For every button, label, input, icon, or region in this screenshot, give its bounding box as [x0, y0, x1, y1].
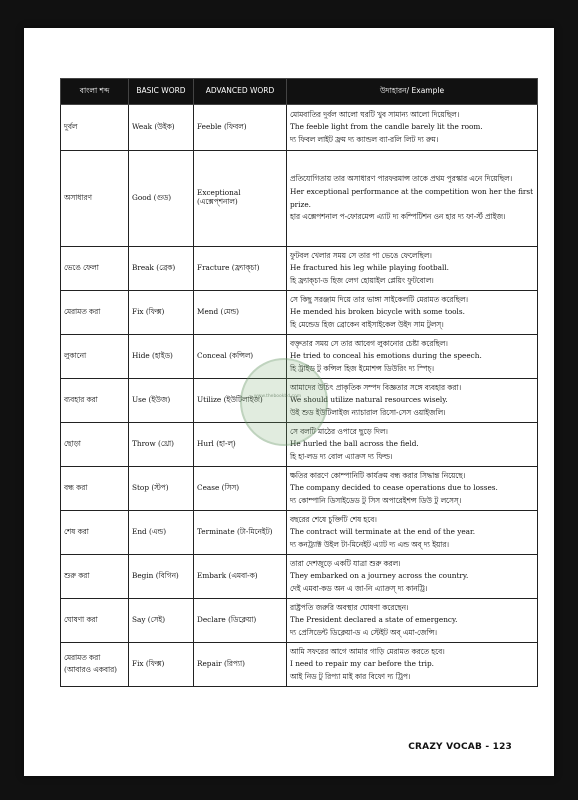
example-line: উই শুড ইউটিলাইজ ন্যাচারাল রিসো-সেস ওয়াইজলি।	[290, 407, 446, 417]
example-line: রাষ্ট্রপতি জরুরি অবস্থার ঘোষণা করেছেন।	[290, 602, 409, 612]
cell-basic: Fix (ফিক্স)	[129, 643, 194, 687]
cell-example	[287, 467, 538, 511]
example-line: The company decided to cease operations due to losses.	[290, 483, 498, 493]
example-line: আমি সফরের আগে আমার গাড়ি মেরামত করতে হবে।	[290, 646, 445, 656]
example-line: বক্তৃতার সময় সে তার আবেগ লুকানোর চেষ্টা করেছিল।	[290, 338, 448, 348]
example-line: সে কিছু সরঞ্জাম দিয়ে তার ভাঙ্গা সাইকেলটি মেরামত করেছিল।	[290, 294, 468, 304]
cell-example	[287, 511, 538, 555]
cell-bangla: ভেঙে ফেলা	[61, 247, 129, 291]
example-line: হি ট্রাইড টু কন্সিল হিজ ইমোশন্স ডিউরিং দ্য স্পিচ্।	[290, 363, 435, 373]
table-row	[61, 511, 538, 555]
cell-bangla: ব্যবহার করা	[61, 379, 129, 423]
example-line: He mended his broken bicycle with some tools.	[290, 307, 465, 317]
example-line: ক্ষতির কারণে কোম্পানিটি কার্যক্রম বন্ধ করার সিদ্ধান্ত নিয়েছে।	[290, 470, 466, 480]
cell-bangla: দুর্বল	[61, 105, 129, 151]
example-line: দ্য কনট্র্যাক্ট উইল টা-মিনেইট এ্যাট দ্য এন্ড অব্ দ্য ইয়ার।	[290, 539, 450, 549]
cell-example	[287, 335, 538, 379]
header-example: উদাহারন/ Example	[287, 79, 538, 105]
cell-bangla: শেষ করা	[61, 511, 129, 555]
example-line: সে বলটি মাঠের ওপারে ছুড়ে দিল।	[290, 426, 388, 436]
example-line: ফুটবল খেলার সময় সে তার পা ভেঙে ফেলেছিল।	[290, 250, 432, 260]
cell-example	[287, 643, 538, 687]
cell-advanced: Terminate (টা-মিনেইট)	[194, 511, 287, 555]
header-basic: BASIC WORD	[129, 79, 194, 105]
cell-example	[287, 105, 538, 151]
cell-basic: Throw (থ্রো)	[129, 423, 194, 467]
example-line: Her exceptional performance at the competition won her the first prize.	[290, 186, 534, 209]
cell-bangla: ছোড়া	[61, 423, 129, 467]
cell-advanced: Mend (মেন্ড)	[194, 291, 287, 335]
cell-basic: Stop (স্টপ)	[129, 467, 194, 511]
cell-advanced: Fracture (ফ্র্যাক্চা)	[194, 247, 287, 291]
cell-basic: Good (গুড)	[129, 151, 194, 247]
cell-example	[287, 599, 538, 643]
example-line: দেই এমবা-কড অন এ জা-নি এ্যাক্রস্ দ্য কানট্রি।	[290, 583, 428, 593]
example-line: We should utilize natural resources wisely.	[290, 395, 448, 405]
example-line: I need to repair my car before the trip.	[290, 659, 434, 669]
watermark-text: www.thebookbd.com	[254, 394, 302, 399]
header-row	[61, 79, 538, 105]
example-line: He fractured his leg while playing football.	[290, 263, 449, 273]
cell-example	[287, 151, 538, 247]
cell-basic: Use (ইউজ)	[129, 379, 194, 423]
cell-bangla: অসাধারণ	[61, 151, 129, 247]
example-line: The contract will terminate at the end of the year.	[290, 527, 476, 537]
example-line: হি হা-লড দ্য বোল এ্যাক্রস দ্য ফিল্ড।	[290, 451, 393, 461]
table-row	[61, 423, 538, 467]
cell-advanced: Embark (এমবা-ক)	[194, 555, 287, 599]
cell-bangla: শুরু করা	[61, 555, 129, 599]
table-row	[61, 105, 538, 151]
example-line: হি ফ্র্যাক্চা-ড হিজ লেগ হোয়াইল প্লেয়িং ফুটবোল।	[290, 275, 434, 285]
cell-basic: Hide (হাইড)	[129, 335, 194, 379]
page-footer: CRAZY VOCAB - 123	[408, 742, 512, 752]
table-row	[61, 555, 538, 599]
example-line: আমাদের উচিৎ প্রাকৃতিক সম্পদ বিজ্ঞতার সঙ্গে ব্যবহার করা।	[290, 382, 462, 392]
cell-advanced: Hurl (হা-ল্)	[194, 423, 287, 467]
cell-advanced: Repair (রিপ্যা)	[194, 643, 287, 687]
cell-basic: Begin (বিগিন)	[129, 555, 194, 599]
cell-basic: End (এন্ড)	[129, 511, 194, 555]
header-advanced: ADVANCED WORD	[194, 79, 287, 105]
example-line: The feeble light from the candle barely lit the room.	[290, 122, 483, 132]
cell-bangla: মেরামত করা (আবারও একবার)	[61, 643, 129, 687]
vocab-table	[60, 78, 538, 687]
cell-advanced: Utilize (ইউটিলাইজ)	[194, 379, 287, 423]
table-row	[61, 379, 538, 423]
cell-advanced: Feeble (ফিবল)	[194, 105, 287, 151]
cell-advanced: Exceptional (এক্সেপ্শনাল)	[194, 151, 287, 247]
example-line: He hurled the ball across the field.	[290, 439, 419, 449]
cell-example	[287, 379, 538, 423]
example-line: আই নিড টু রিপ্যা মাই কার বিফো দ্য ট্রিপ।	[290, 671, 411, 681]
example-line: হার এক্সেপশনাল প-ফোরমেন্স এ্যাট দ্য কম্পিটিশন ওন হার দ্য ফা-র্স্ট প্রাইজ।	[290, 212, 506, 222]
cell-example	[287, 555, 538, 599]
book-page	[24, 28, 554, 776]
example-line: মোমবাতির দুর্বল আলো ঘরটি খুব সামান্য আলো দিয়েছিল।	[290, 109, 460, 119]
table-row	[61, 599, 538, 643]
cell-basic: Say (সেই)	[129, 599, 194, 643]
cell-advanced: Cease (সিস)	[194, 467, 287, 511]
table-row	[61, 335, 538, 379]
cell-example	[287, 291, 538, 335]
table-row	[61, 467, 538, 511]
cell-advanced: Conceal (কন্সিল)	[194, 335, 287, 379]
example-line: He tried to conceal his emotions during the speech.	[290, 351, 482, 361]
example-line: দ্য ফিবল লাইট ফ্রম দ্য ক্যান্ডল ব্যা-রলি লিট দ্য রুম।	[290, 134, 439, 144]
example-line: দ্য প্রেসিডেন্ট ডিক্লেয়া-ড এ স্টেইট অব্ এমা-জেন্সি।	[290, 627, 437, 637]
table-row	[61, 247, 538, 291]
cell-bangla: লুকানো	[61, 335, 129, 379]
table-row	[61, 291, 538, 335]
cell-bangla: বন্ধ করা	[61, 467, 129, 511]
example-line: They embarked on a journey across the country.	[290, 571, 469, 581]
table-row	[61, 151, 538, 247]
example-line: The President declared a state of emergency.	[290, 615, 458, 625]
cell-bangla: মেরামত করা	[61, 291, 129, 335]
cell-basic: Weak (উইক)	[129, 105, 194, 151]
header-bangla: বাংলা শব্দ	[61, 79, 129, 105]
example-line: প্রতিযোগিতায় তার অসাধারণ পারফরমান্স তাকে প্রথম পুরস্কার এনে দিয়েছিল।	[290, 174, 513, 184]
cell-example	[287, 247, 538, 291]
example-line: হি মেন্ডেড হিজ ব্রোকেন বাইসাইকেল উইদ সাম টুলস্।	[290, 319, 444, 329]
cell-bangla: ঘোষণা করা	[61, 599, 129, 643]
cell-basic: Fix (ফিক্স)	[129, 291, 194, 335]
example-line: দ্য কোম্পানি ডিসাইডেড টু সিস অপারেইশন্স ডিউ টু লসেস্।	[290, 495, 462, 505]
cell-advanced: Declare (ডিক্লেয়া)	[194, 599, 287, 643]
cell-basic: Break (ব্রেক)	[129, 247, 194, 291]
cell-example	[287, 423, 538, 467]
example-line: তারা দেশজুড়ে একটি যাত্রা শুরু করল।	[290, 558, 401, 568]
table-row	[61, 643, 538, 687]
example-line: বছরের শেষে চুক্তিটি শেষ হবে।	[290, 514, 377, 524]
